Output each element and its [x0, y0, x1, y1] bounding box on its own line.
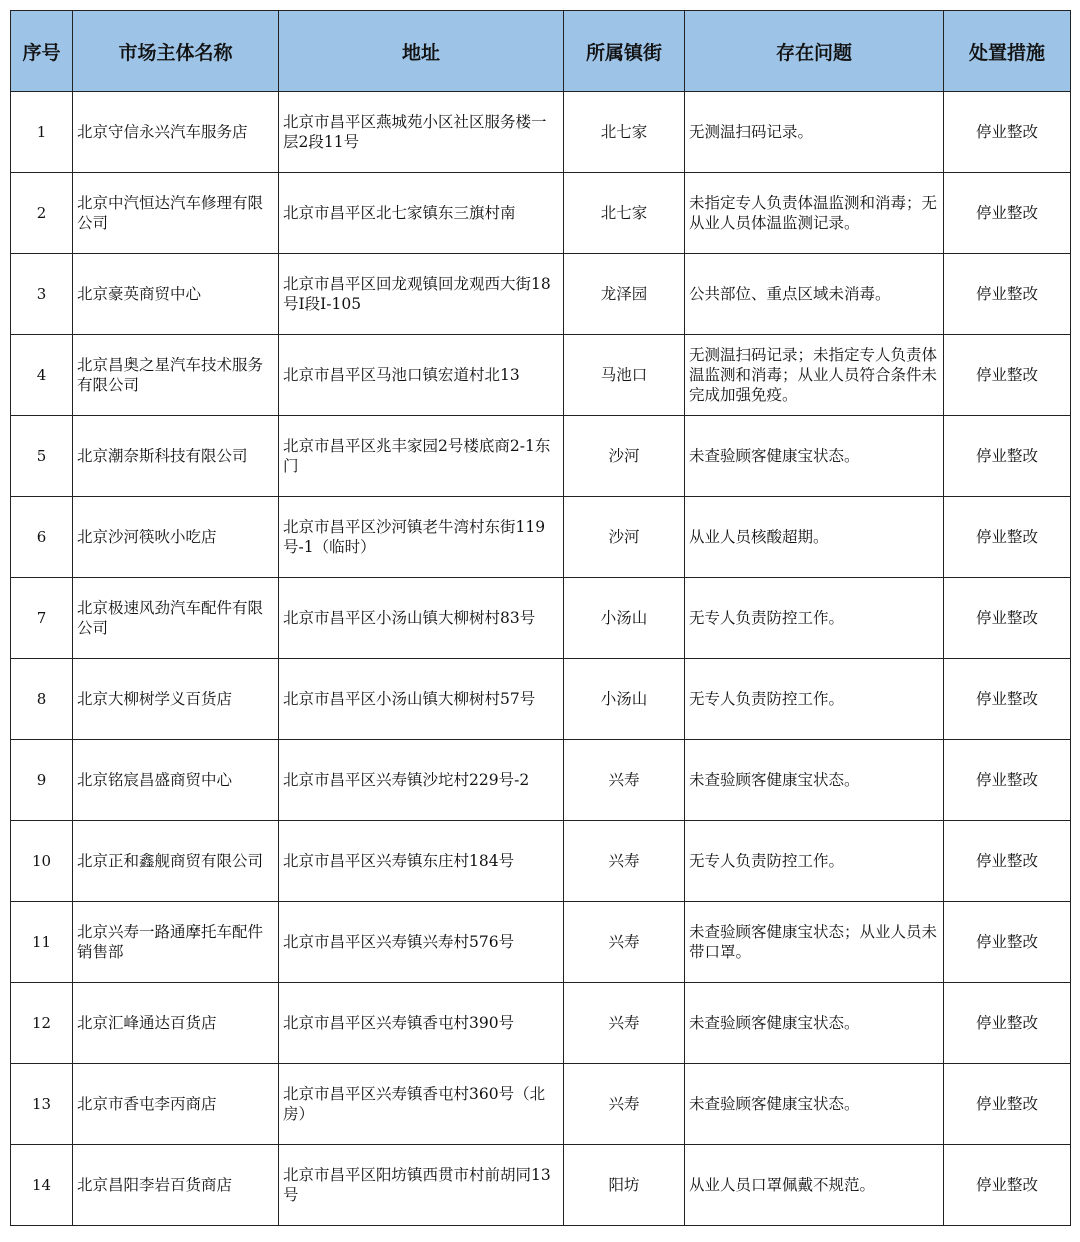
- cell-measure: 停业整改: [944, 416, 1071, 497]
- cell-issue: 未查验顾客健康宝状态。: [685, 1064, 944, 1145]
- cell-address: 北京市昌平区北七家镇东三旗村南: [279, 173, 564, 254]
- header-entity-name: 市场主体名称: [73, 11, 279, 92]
- cell-measure: 停业整改: [944, 254, 1071, 335]
- header-address: 地址: [279, 11, 564, 92]
- cell-serial-no: 1: [11, 92, 73, 173]
- cell-street: 龙泽园: [564, 254, 685, 335]
- header-measure: 处置措施: [944, 11, 1071, 92]
- cell-issue: 未查验顾客健康宝状态。: [685, 740, 944, 821]
- cell-issue: 无专人负责防控工作。: [685, 821, 944, 902]
- cell-entity-name: 北京正和鑫舰商贸有限公司: [73, 821, 279, 902]
- cell-serial-no: 4: [11, 335, 73, 416]
- cell-measure: 停业整改: [944, 821, 1071, 902]
- cell-measure: 停业整改: [944, 92, 1071, 173]
- cell-street: 兴寿: [564, 983, 685, 1064]
- cell-measure: 停业整改: [944, 335, 1071, 416]
- cell-entity-name: 北京守信永兴汽车服务店: [73, 92, 279, 173]
- cell-street: 兴寿: [564, 740, 685, 821]
- cell-serial-no: 13: [11, 1064, 73, 1145]
- cell-issue: 无测温扫码记录。: [685, 92, 944, 173]
- cell-serial-no: 7: [11, 578, 73, 659]
- table-row: [11, 983, 1071, 1064]
- cell-issue: 从业人员核酸超期。: [685, 497, 944, 578]
- cell-address: 北京市昌平区小汤山镇大柳树村57号: [279, 659, 564, 740]
- header-serial-no: 序号: [11, 11, 73, 92]
- header-row: [11, 11, 1071, 92]
- cell-address: 北京市昌平区马池口镇宏道村北13: [279, 335, 564, 416]
- table-row: [11, 821, 1071, 902]
- cell-measure: 停业整改: [944, 659, 1071, 740]
- cell-measure: 停业整改: [944, 578, 1071, 659]
- cell-address: 北京市昌平区兴寿镇香屯村360号（北房）: [279, 1064, 564, 1145]
- cell-address: 北京市昌平区燕城苑小区社区服务楼一层2段11号: [279, 92, 564, 173]
- cell-address: 北京市昌平区兴寿镇沙坨村229号-2: [279, 740, 564, 821]
- table-row: [11, 1145, 1071, 1226]
- table-row: [11, 497, 1071, 578]
- cell-street: 沙河: [564, 497, 685, 578]
- cell-issue: 从业人员口罩佩戴不规范。: [685, 1145, 944, 1226]
- cell-serial-no: 8: [11, 659, 73, 740]
- cell-street: 兴寿: [564, 821, 685, 902]
- inspection-table-container: [10, 10, 1070, 1226]
- cell-measure: 停业整改: [944, 1145, 1071, 1226]
- table-row: [11, 254, 1071, 335]
- header-issue: 存在问题: [685, 11, 944, 92]
- cell-serial-no: 6: [11, 497, 73, 578]
- cell-entity-name: 北京极速风劲汽车配件有限公司: [73, 578, 279, 659]
- cell-entity-name: 北京昌奥之星汽车技术服务有限公司: [73, 335, 279, 416]
- cell-issue: 未查验顾客健康宝状态；从业人员未带口罩。: [685, 902, 944, 983]
- cell-address: 北京市昌平区兴寿镇香屯村390号: [279, 983, 564, 1064]
- cell-entity-name: 北京大柳树学义百货店: [73, 659, 279, 740]
- cell-serial-no: 3: [11, 254, 73, 335]
- cell-entity-name: 北京中汽恒达汽车修理有限公司: [73, 173, 279, 254]
- cell-street: 阳坊: [564, 1145, 685, 1226]
- table-row: [11, 659, 1071, 740]
- cell-issue: 未查验顾客健康宝状态。: [685, 983, 944, 1064]
- cell-address: 北京市昌平区阳坊镇西贯市村前胡同13号: [279, 1145, 564, 1226]
- cell-street: 小汤山: [564, 659, 685, 740]
- cell-issue: 无专人负责防控工作。: [685, 578, 944, 659]
- cell-serial-no: 12: [11, 983, 73, 1064]
- table-header: [11, 11, 1071, 92]
- cell-issue: 公共部位、重点区域未消毒。: [685, 254, 944, 335]
- cell-issue: 未查验顾客健康宝状态。: [685, 416, 944, 497]
- cell-entity-name: 北京兴寿一路通摩托车配件销售部: [73, 902, 279, 983]
- cell-serial-no: 5: [11, 416, 73, 497]
- cell-measure: 停业整改: [944, 497, 1071, 578]
- cell-serial-no: 14: [11, 1145, 73, 1226]
- table-row: [11, 740, 1071, 821]
- cell-street: 马池口: [564, 335, 685, 416]
- cell-street: 北七家: [564, 92, 685, 173]
- cell-measure: 停业整改: [944, 173, 1071, 254]
- cell-street: 北七家: [564, 173, 685, 254]
- cell-issue: 无测温扫码记录；未指定专人负责体温监测和消毒；从业人员符合条件未完成加强免疫。: [685, 335, 944, 416]
- cell-issue: 无专人负责防控工作。: [685, 659, 944, 740]
- table-row: [11, 1064, 1071, 1145]
- cell-address: 北京市昌平区兴寿镇兴寿村576号: [279, 902, 564, 983]
- cell-entity-name: 北京沙河筷吙小吃店: [73, 497, 279, 578]
- cell-entity-name: 北京豪英商贸中心: [73, 254, 279, 335]
- cell-measure: 停业整改: [944, 740, 1071, 821]
- table-row: [11, 578, 1071, 659]
- cell-street: 小汤山: [564, 578, 685, 659]
- cell-serial-no: 11: [11, 902, 73, 983]
- table-row: [11, 173, 1071, 254]
- cell-entity-name: 北京市香屯李丙商店: [73, 1064, 279, 1145]
- inspection-table: [10, 10, 1071, 1226]
- table-row: [11, 416, 1071, 497]
- cell-address: 北京市昌平区回龙观镇回龙观西大街18号I段I-105: [279, 254, 564, 335]
- cell-street: 兴寿: [564, 902, 685, 983]
- table-row: [11, 902, 1071, 983]
- cell-address: 北京市昌平区沙河镇老牛湾村东街119号-1（临时）: [279, 497, 564, 578]
- cell-measure: 停业整改: [944, 983, 1071, 1064]
- table-row: [11, 92, 1071, 173]
- cell-measure: 停业整改: [944, 1064, 1071, 1145]
- cell-entity-name: 北京汇峰通达百货店: [73, 983, 279, 1064]
- cell-serial-no: 10: [11, 821, 73, 902]
- cell-street: 兴寿: [564, 1064, 685, 1145]
- header-street: 所属镇街: [564, 11, 685, 92]
- cell-entity-name: 北京铭宸昌盛商贸中心: [73, 740, 279, 821]
- cell-serial-no: 9: [11, 740, 73, 821]
- table-body: [11, 92, 1071, 1226]
- cell-street: 沙河: [564, 416, 685, 497]
- cell-entity-name: 北京潮奈斯科技有限公司: [73, 416, 279, 497]
- cell-measure: 停业整改: [944, 902, 1071, 983]
- cell-address: 北京市昌平区小汤山镇大柳树村83号: [279, 578, 564, 659]
- cell-entity-name: 北京昌阳李岩百货商店: [73, 1145, 279, 1226]
- cell-serial-no: 2: [11, 173, 73, 254]
- cell-address: 北京市昌平区兆丰家园2号楼底商2-1东门: [279, 416, 564, 497]
- table-row: [11, 335, 1071, 416]
- cell-issue: 未指定专人负责体温监测和消毒；无从业人员体温监测记录。: [685, 173, 944, 254]
- cell-address: 北京市昌平区兴寿镇东庄村184号: [279, 821, 564, 902]
